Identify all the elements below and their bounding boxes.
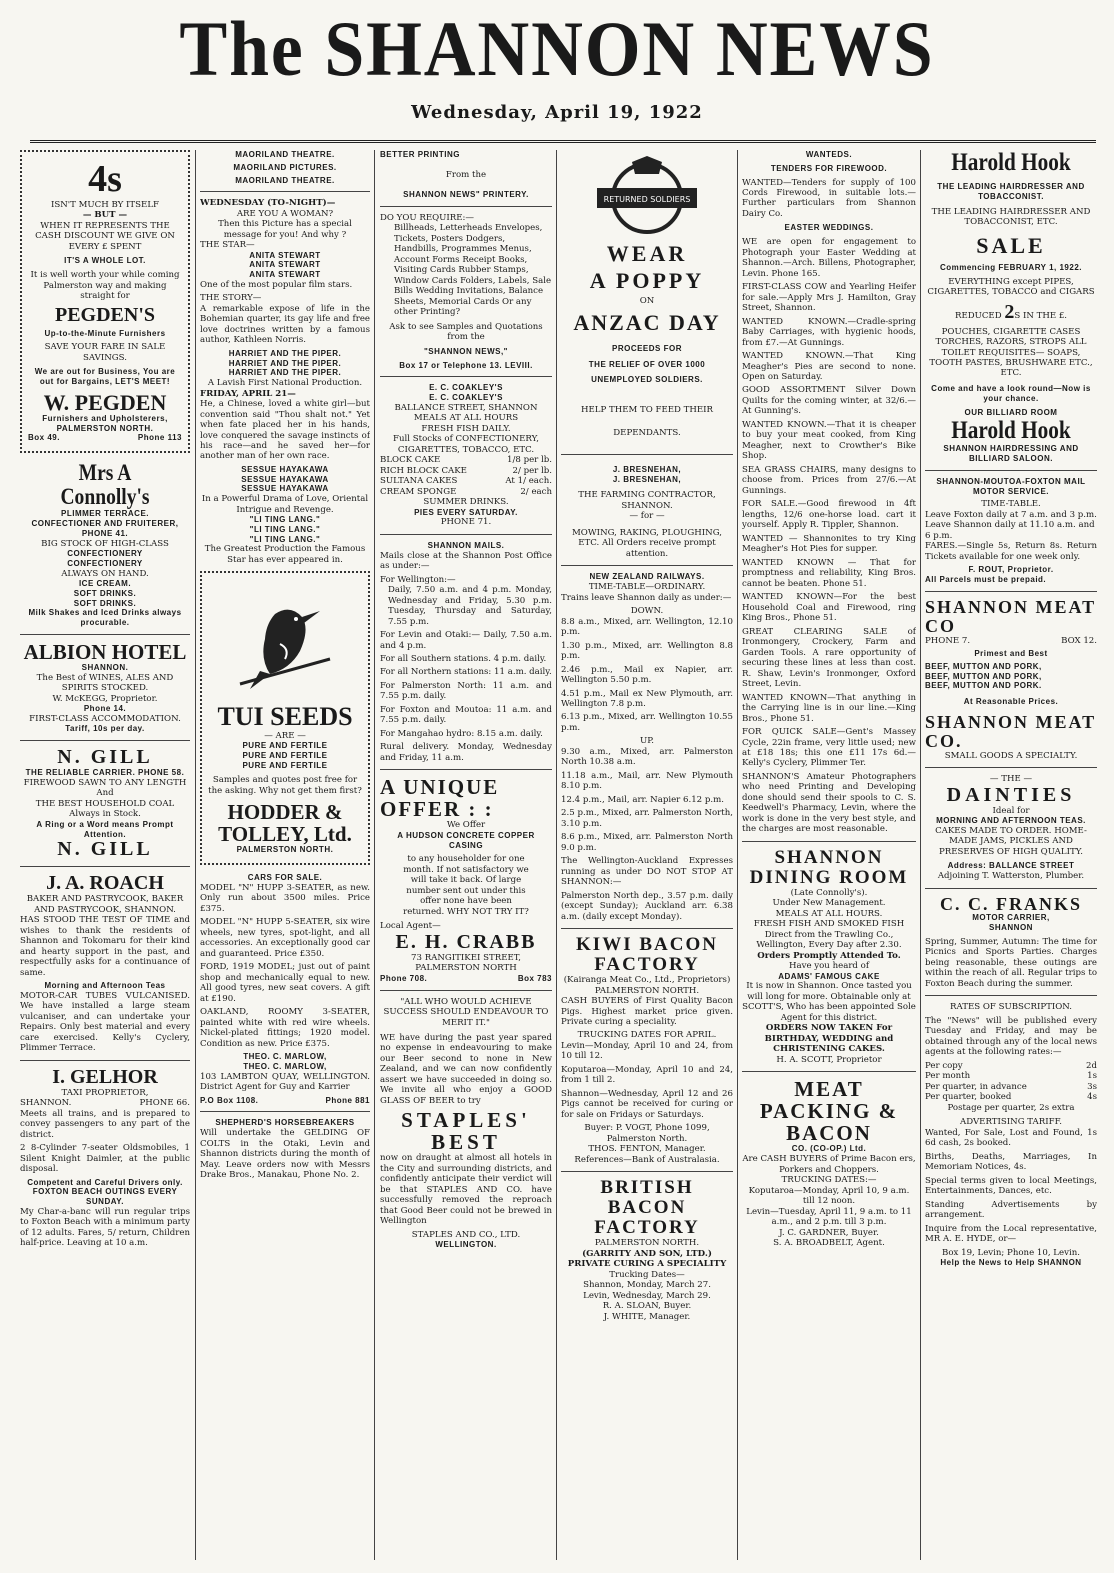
mail-motor-service: SHANNON-MOUTOA-FOXTON MAIL MOTOR SERVICE. TIME-TABLE. Leave Foxton daily at 7 a.m. and 3 p.m. Leave Shannon daily at 11.10 a.m. and 6 p.m. FARES.—Single 5s, Return 8s. Return Tickets available for one week only. F. ROUT, Proprietor. All Parcels must be prepaid. [925,476,1097,585]
pegden-advert: 4s ISN'T MUCH BY ITSELF — BUT — WHEN IT REPRESENTS THE CASH DISCOUNT WE GIVE ON EVERY £ SPENT IT'S A WHOLE LOT. It is well worth your while coming Palmerston way and making straight for PEGDEN'S Up-to-the-Minute Furnishers SAVE YOUR FARE IN SALE SAVINGS. We are out for Business, You are out for Bargains, LET'S MEET! W. PEGDEN Furnishers and Upholsterers, PALMERSTON NORTH. Box 49. Phone 113 [20,150,190,453]
gill-advert: N. GILL THE RELIABLE CARRIER. PHONE 58. FIREWOOD SAWN TO ANY LENGTH And THE BEST HOUSEHOLD COAL Always in Stock. A Ring or a Word means Prompt Attention. N. GILL [23,746,187,861]
cars-for-sale-advert: CARS FOR SALE. MODEL "N" HUPP 3-SEATER, as new. Only run about 3500 miles. Price £375. MODEL "N" HUPP 5-SEATER, six wire wheels, new tyres, spot-light, and all accessories. An exceptionally good car and guaranteed. Price £350. FORD, 1919 MODEL; just out of paint shop and mechanically equal to new. All good tyres, new seat covers. A gift at £190. OAKLAND, ROOMY 3-SEATER, painted white with red wire wheels. Nickel-plated fittings; 1920 model. Condition as new. Price £375. THEO. C. MARLOW, THEO. C. MARLOW, 103 LAMBTON QUAY, WELLINGTON. District Agent for Guy and Karrier P.O Box 1108. Phone 881 [200,873,370,1105]
tui-seeds-advert: TUI SEEDS — ARE — PURE AND FERTILE PURE AND FERTILE PURE AND FERTILE Samples and quotes post free for the asking. Why not get them first? HODDER & TOLLEY, Ltd. PALMERSTON NORTH. [200,571,370,865]
anzac-poppy-appeal: RETURNED SOLDIERS WEAR A POPPY ON ANZAC DAY PROCEEDS FOR THE RELIEF OF OVER 1000 UNEMPLOYED SOLDIERS. HELP THEM TO FEED THEIR DEPENDANTS. [561,156,733,438]
rsa-badge-text: RETURNED SOLDIERS [603,195,691,204]
issue-date: Wednesday, April 19, 1922 [411,102,703,123]
staples-beer-advert: "ALL WHO WOULD ACHIEVE SUCCESS SHOULD ENDEAVOUR TO MERIT IT." WE have during the past year spared no expense in endeavouring to make our Beer second to none in New Zealand, and we can now confidently assert we have succeeded in doing so. We invite all who enjoy a GOOD GLASS OF BEER to try STAPLES' BEST now on draught at almost all hotels in the City and surrounding districts, and confidently anticipate their verdict will be that STAPLES AND CO. have successfully removed the reproach that Good Beer could not be brewed in Wellington STAPLES AND CO., LTD. WELLINGTON. [380,996,552,1250]
column-divider [737,150,738,1560]
dining-room-advert: SHANNON DINING ROOM (Late Connolly's). Under New Management. MEALS AT ALL HOURS. FRESH FISH AND SMOKED FISH Direct from the Trawling Co., Wellington, Every Day after 2.30. Orders Promptly Attended To. Have you heard of ADAMS' FAMOUS CAKE It is now in Shannon. Once tasted you will long for more. Obtainable only at SCOTT'S, Who has been appointed Sole Agent for this district. ORDERS NOW TAKEN For BIRTHDAY, WEDDING and CHRISTENING CAKES. H. A. SCOTT, Proprietor [742,846,916,1065]
franks-carrier-advert: C. C. FRANKS MOTOR CARRIER, SHANNON Spring, Summer, Autumn: The time for Picnics and Sports Parties. Charges being reasonable, these outings are within the reach of all. Regular trips to Foxton Beach during the summer. [925,893,1097,989]
column-6 [925,150,1097,1562]
masthead [0,6,1114,123]
british-bacon-advert: BRITISH BACON FACTORY PALMERSTON NORTH. (GARRITY AND SON, LTD.) PRIVATE CURING A SPECIALITY Trucking Dates— Shannon, Monday, March 27. Levin, Wednesday, March 29. R. A. SLOAN, Buyer. J. WHITE, Manager. [567,1177,727,1322]
shannon-meat-advert: SHANNON MEAT CO PHONE 7. BOX 12. Primest and Best BEEF, MUTTON AND PORK, BEEF, MUTTON AND PORK, BEEF, MUTTON AND PORK. At Reasonable Prices. SHANNON MEAT CO. SMALL GOODS A SPECIALTY. [925,596,1097,761]
roach-advert: J. A. ROACH BAKER AND PASTRYCOOK, BAKER AND PASTRYCOOK, SHANNON. HAS STOOD THE TEST OF TIME and wishes to thank the residents of Shannon and Tokomaru for their kind and hearty support in the past, and respectfully asks for a continuance of same. Morning and Afternoon Teas MOTOR-CAR TUBES VULCANISED. We have installed a large steam vulcaniser, and can undertake your Repairs. Only best material and every care exercised. Kelly's Cyclery, Plimmer Terrace. [20,872,190,1054]
column-4 [561,150,733,1562]
column-2 [200,150,370,1562]
gelhor-advert: I. GELHOR TAXI PROPRIETOR, SHANNON. PHONE 66. Meets all trains, and is prepared to convey passengers to any part of the district. 2 8-Cylinder 7-seater Oldsmobiles, 1 Silent Knight Daimler, at the public disposal. Competent and Careful Drivers only. FOXTON BEACH OUTINGS EVERY SUNDAY. My Char-a-banc will run regular trips to Foxton Beach with a minimum party of 12 adults. Fares, 5/ return, Children half-price. Leaving at 10 a.m. [20,1065,190,1249]
column-divider [920,150,921,1560]
shannon-mails-notice: SHANNON MAILS. Mails close at the Shannon Post Office as under:— For Wellington:— Daily, 7.50 a.m. and 4 p.m. Monday, Wednesday and Friday, 5.30 p.m. Tuesday, Thursday and Saturday, 7.55 p.m. For Levin and Otaki:— Daily, 7.50 a.m. and 4 p.m. For all Southern stations. 4 p.m. daily. For all Northern stations: 11 a.m. daily. For Palmerston North: 11 a.m. and 7.55 p.m. daily. For Foxton and Moutoa: 11 a.m. and 7.55 p.m. daily. For Mangahao hydro: 8.15 a.m. daily. Rural delivery. Monday, Wednesday and Friday, 11 a.m. [380,540,552,763]
horsebreakers-advert: SHEPHERD'S HORSEBREAKERS Will undertake the GELDING OF COLTS in the Otaki, Levin and Shannon districts during the month of May. Leave orders now with Messrs Drake Bros., Manakau, Phone No. 2. [200,1118,370,1181]
masthead-rule [30,140,1096,143]
railways-timetable: NEW ZEALAND RAILWAYS. TIME-TABLE—ORDINARY. Trains leave Shannon daily as under:— DOWN. 8.8 a.m., Mixed, arr. Wellington, 12.10 p.m. 1.30 p.m., Mixed, arr. Wellington 8.8 p.m. 2.46 p.m., Mail ex Napier, arr. Wellington 5.50 p.m. 4.51 p.m., Mail ex New Plymouth, arr. Wellington 7.8 p.m. 6.13 p.m., Mixed, arr. Wellington 10.55 p.m. UP. 9.30 a.m., Mixed, arr. Palmerston North 10.38 a.m. 11.18 a.m., Mail, arr. New Plymouth 8.10 p.m. 12.4 p.m., Mail, arr. Napier 6.12 p.m. 2.5 p.m., Mixed, arr. Palmerston North, 3.10 p.m. 8.6 p.m., Mixed, arr. Palmerston North 9.0 p.m. The Wellington-Auckland Expresses running as under DO NOT STOP AT SHANNON:— Palmerston North dep., 3.57 p.m. daily (except Sunday); Auckland arr. 6.38 a.m. (daily except Monday). [561,572,733,922]
connolly-advert: Mrs A Connolly's PLIMMER TERRACE. CONFECTIONER AND FRUITERER, PHONE 41. BIG STOCK OF HIGH-CLASS CONFECTIONERY CONFECTIONERY ALWAYS ON HAND. ICE CREAM. SOFT DRINKS. SOFT DRINKS. Milk Shakes and Iced Drinks always procurable. [28,460,182,628]
wanteds-section: WANTEDS. TENDERS FOR FIREWOOD. WANTED—Tenders for supply of 100 Cords Firewood, in suitable lots.—Further particulars from Shannon Dairy Co. EASTER WEDDINGS. WE are open for engagement to Photograph your Easter Wedding at Shannon.—Arch. Billens, Photographer, Levin. Phone 165. FIRST-CLASS COW and Yearling Heifer for sale.—Apply Mrs J. Hamilton, Gray Street, Shannon. WANTED KNOWN.—Cradle-spring Baby Carriages, with hygienic hoods, from £7.—At Gunnings. WANTED KNOWN.—That King Meagher's Pies are second to none. Open on Saturday. GOOD ASSORTMENT Silver Down Quilts for the coming winter, at 32/6.—At Gunning's. WANTED KNOWN.—That it is cheaper to buy your meat cooked, from King Meagher, next to Crowther's Bike Shop. SEA GRASS CHAIRS, many designs to choose from. Prices from 27/6.—At Gunnings. FOR SALE.—Good firewood in 4ft lengths, 12/6 one-horse load. cart it yourself. Apply R. Tippler, Shannon. WANTED — Shannonites to try King Meagher's Hot Pies for supper. WANTED KNOWN — That for promptness and reliability, King Bros. cannot be beaten. Phone 51. WANTED KNOWN—For the best Household Coal and Firewood, ring King Bros., Phone 51. GREAT CLEARING SALE of Ironmongery, Crockery, Farm and Garden Tools. A rare opportunity of securing these lines at less than cost. R. Shaw, Levin's Ironmonger, Oxford Street, Levin. WANTED KNOWN—That anything in the Carrying line is in our line.—King Bros., Phone 51. FOR QUICK SALE—Gent's Massey Cycle, 22in frame, very little used; new at £18 18s; this one £11 17s 6d.—Kelly's Cyclery, Plimmer Ter. SHANNON'S Amateur Photographers who need Printing and Developing done should send their spools to C. S. Keedwell's Pharmacy, Levin, where the work is done in the very best style, and the charges are most reasonable. [742,150,916,835]
bresnehan-advert: J. BRESNEHAN, J. BRESNEHAN, THE FARMING CONTRACTOR, SHANNON. — for — MOWING, RAKING, PLOUGHING, ETC. All Orders receive prompt attention. [572,464,722,559]
kiwi-bacon-advert: KIWI BACON FACTORY (Kairanga Meat Co., Ltd., Proprietors) PALMERSTON NORTH. CASH BUYERS of First Quality Bacon Pigs. Highest market price given. Private curing a speciality. TRUCKING DATES FOR APRIL. Levin—Monday, April 10 and 24, from 10 till 12. Koputaroa—Monday, April 10 and 24, from 1 till 2. Shannon—Wednesday, April 12 and 26 Pigs cannot be received for curing or for sale on Fridays or Saturdays. Buyer: P. VOGT, Phone 1099, Palmerston North. THOS. FENTON, Manager. References—Bank of Australasia. [561,934,733,1165]
harold-hook-advert: Harold Hook THE LEADING HAIRDRESSER AND TOBACCONIST. THE LEADING HAIRDRESSER AND TOBACCONIST, ETC. SALE Commencing FEBRUARY 1, 1922. EVERYTHING except PIPES, CIGARETTES, TOBACCO and CIGARS REDUCED 2S IN THE £. POUCHES, CIGARETTE CASES TORCHES, RAZORS, STROPS ALL TOILET REQUISITES— SOAPS, TOOTH PASTES, BRUSHWARE ETC., ETC. Come and have a look round—Now is your chance. OUR BILLIARD ROOM Harold Hook SHANNON HAIRDRESSING AND BILLIARD SALOON. [927,150,1095,464]
unique-offer-advert: A UNIQUE OFFER : : We Offer A HUDSON CONCRETE COPPER CASING to any householder for one month. If not satisfactory we will take it back. Of large number sent out under this offer none have been returned. WHY NOT TRY IT? Local Agent— E. H. CRABB 73 RANGITIKEI STREET, PALMERSTON NORTH Phone 708. Box 783 [380,775,552,983]
meat-packing-advert: MEAT PACKING & BACON CO. (CO-OP.) Ltd. Are CASH BUYERS of Prime Bacon ers, Porkers and Choppers. TRUCKING DATES:— Koputaroa—Monday, April 10, 9 a.m. till 12 noon. Levin—Tuesday, April 11, 9 a.m. to 11 a.m., and 2 p.m. till 3 p.m. J. C. GARDNER, Buyer. S. A. BROADBELT, Agent. [742,1077,916,1248]
maoriland-theatre-advert: MAORILAND THEATRE. MAORILAND PICTURES. MAORILAND THEATRE. WEDNESDAY (TO-NIGHT)— ARE YOU A WOMAN? Then this Picture has a special message for you! And why ? THE STAR— ANITA STEWART ANITA STEWART ANITA STEWART One of the most popular film stars. THE STORY— A remarkable expose of life in the Bohemian quarter, its gay life and free love doctrines written by a famous author, Kathleen Norris. HARRIET AND THE PIPER. HARRIET AND THE PIPER. HARRIET AND THE PIPER. A Lavish First National Production. FRIDAY, APRIL 21— He, a Chinese, loved a white girl—but convention said "Thou shalt not." Yet when fate placed her in his hands, love conquered the savage instincts of his race—and he saved her—for another man of her own race. SESSUE HAYAKAWA SESSUE HAYAKAWA SESSUE HAYAKAWA In a Powerful Drama of Love, Oriental Intrigue and Revenge. "LI TING LANG." "LI TING LANG." "LI TING LANG." The Greatest Production the Famous Star has ever appeared in. [200,150,370,565]
tui-bird-illustration [230,589,340,699]
column-divider [195,150,196,1560]
dainties-advert: — THE — DAINTIES Ideal for MORNING AND AFTERNOON TEAS. CAKES MADE TO ORDER. HOME-MADE JAMS, PICKLES AND PRESERVES OF HIGH QUALITY. Address: BALLANCE STREET Adjoining T. Watterston, Plumber. [935,774,1087,882]
printing-advert: BETTER PRINTING From the SHANNON NEWS" PRINTERY. DO YOU REQUIRE:— Billheads, Letterheads Envelopes, Tickets, Posters Dodgers, Handbills, Programmes Menus, Account Forms Receipt Books, Visiting Cards Rubber Stamps, Window Cards Folders, Labels, Sale Bills Wedding Invitations, Balance Sheets, Memorial Cards Or any other Printing? Ask to see Samples and Quotations from the "SHANNON NEWS," Box 17 or Telephone 13. LEVIII. [380,150,552,370]
column-1 [20,150,190,1562]
coakley-advert: E. C. COAKLEY'S E. C. COAKLEY'S BALLANCE STREET, SHANNON MEALS AT ALL HOURS FRESH FISH DAILY. Full Stocks of CONFECTIONERY, CIGARETTES, TOBACCO, ETC. BLOCK CAKE 1/8 per lb. RICH BLOCK CAKE 2/ per lb. SULTANA CAKES At 1/ each. CREAM SPONGE 2/ each SUMMER DRINKS. PIES EVERY SATURDAY. PHONE 71. [380,383,552,528]
subscription-rates: RATES OF SUBSCRIPTION. The "News" will be published every Tuesday and Friday, and may be obtained through any of the local news agents at the following rates:— Per copy 2d Per month 1s Per quarter, in advance 3s Per quarter, booked 4s Postage per quarter, 2s extra ADVERTISING TARIFF. Wanted, For Sale, Lost and Found, 1s 6d cash, 2s booked. Births, Deaths, Marriages, In Memoriam Notices, 4s. Special terms given to local Meetings, Entertainments, Dances, etc. Standing Advertisements by arrangement. Inquire from the Local representative, MR A. E. HYDE, or— Box 19, Levin; Phone 10, Levin. Help the News to Help SHANNON [925,1002,1097,1268]
column-divider [556,150,557,1560]
column-3 [380,150,552,1562]
albion-hotel-advert: ALBION HOTEL SHANNON. The Best of WINES, ALES AND SPIRITS STOCKED. W. McKEGG, Proprietor. Phone 14. FIRST-CLASS ACCOMMODATION. Tariff, 10s per day. [23,639,187,734]
column-5 [742,150,916,1562]
column-divider [374,150,375,1560]
newspaper-title: The SHANNON NEWS [179,5,935,92]
rsa-badge-icon [587,156,707,236]
